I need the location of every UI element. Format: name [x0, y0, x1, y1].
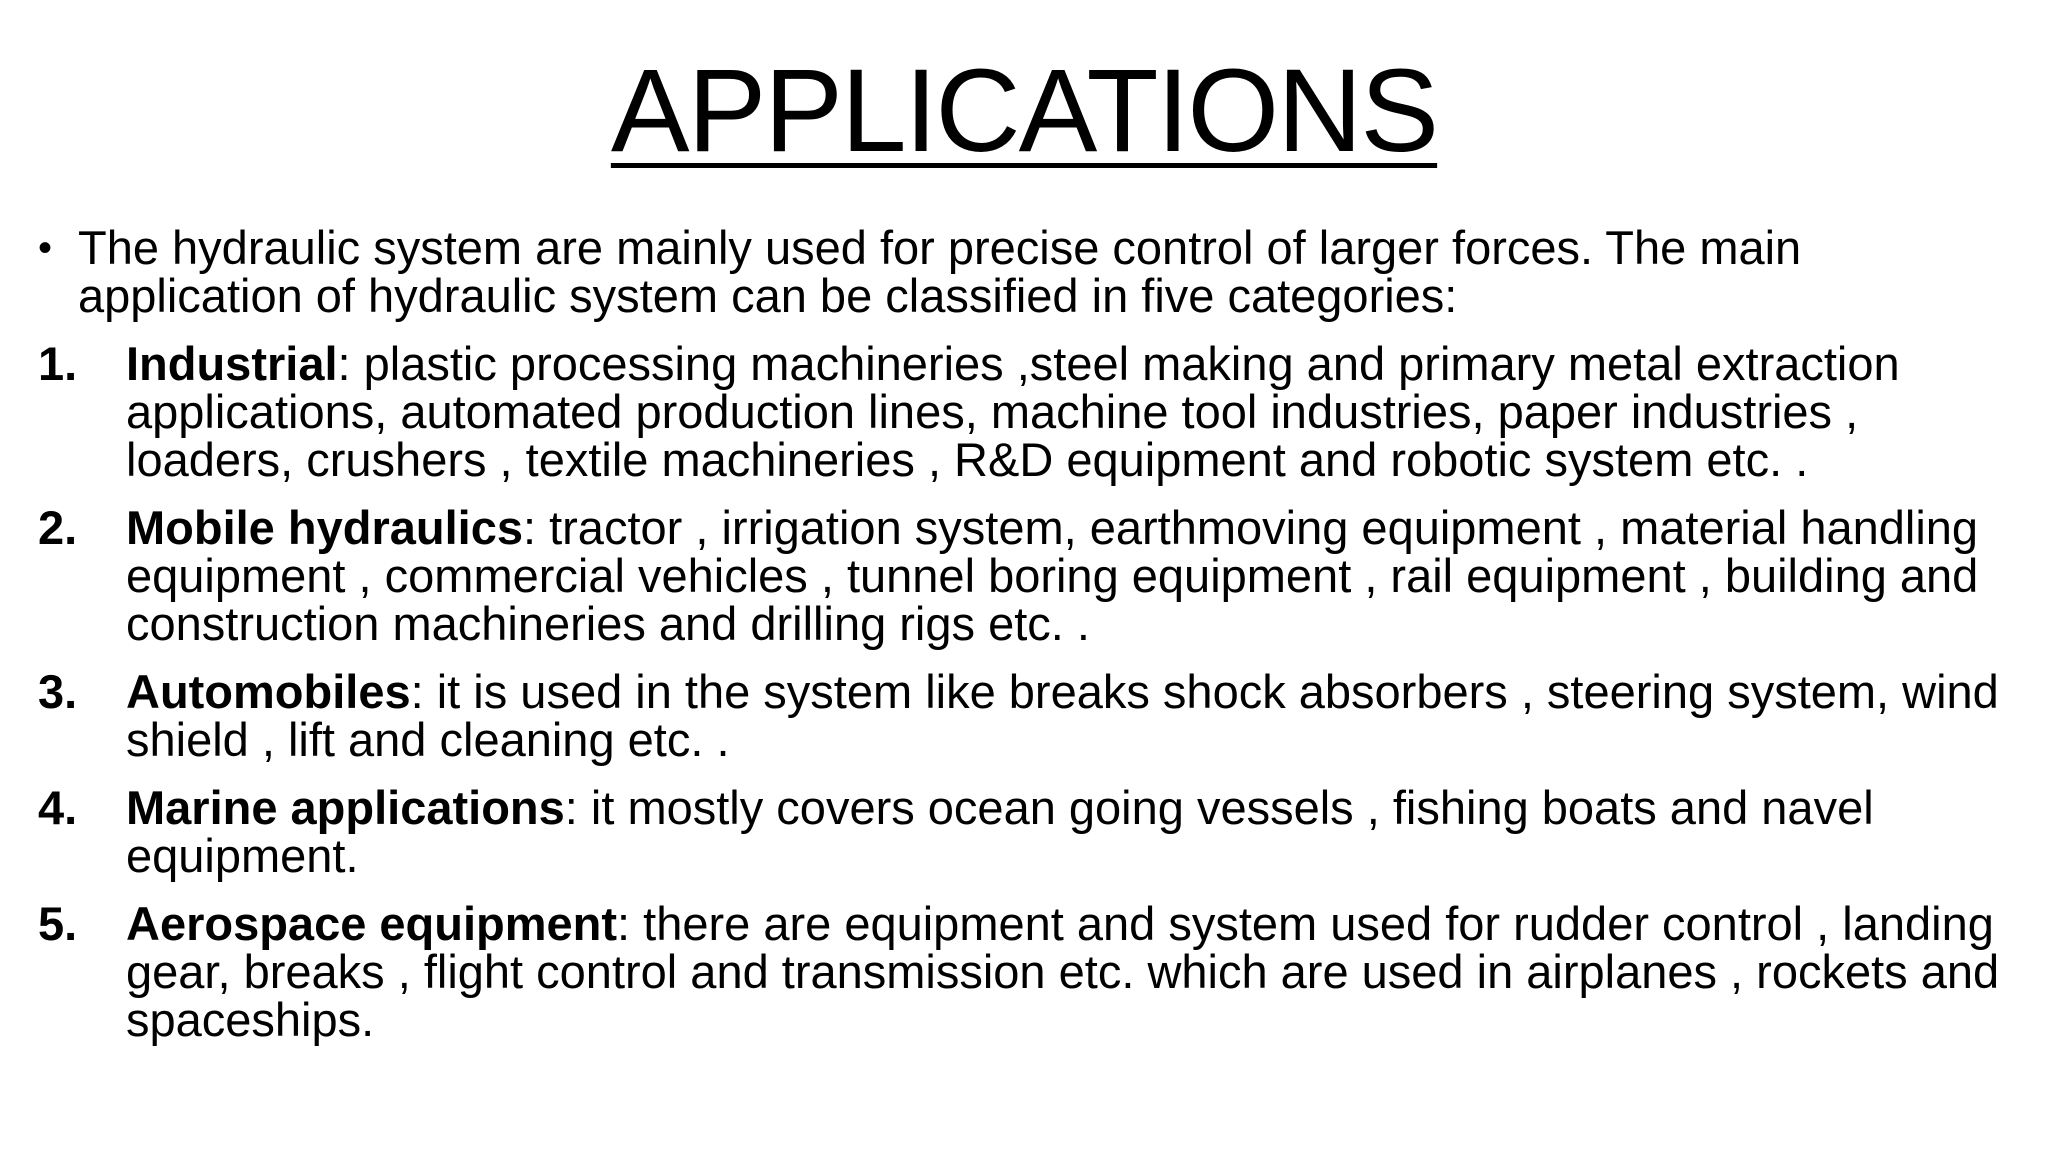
bullet-icon: •	[38, 226, 53, 270]
list-item-number: 5.	[38, 897, 78, 950]
intro-text: The hydraulic system are mainly used for precise control of larger forces. The main application of hydraulic system can be classified in five categories:	[78, 221, 1802, 322]
list-item	[38, 665, 2018, 766]
list-item	[38, 337, 2018, 486]
list-item-text: : tractor , irrigation system, earthmoving equipment , material handling equipment , commercial vehicles , tunnel boring equipment , rail equipment , building and construction machineries and drilling rigs etc. .	[126, 501, 1979, 650]
intro-paragraph	[38, 221, 2018, 322]
list-item-number: 4.	[38, 781, 78, 834]
list-item-heading: Industrial	[126, 337, 338, 390]
list-item-heading: Mobile hydraulics	[126, 501, 523, 554]
list-item	[38, 781, 2018, 882]
list-item-text: : it is used in the system like breaks shock absorbers , steering system, wind shield , lift and cleaning etc. .	[126, 665, 1999, 766]
list-item-text: : there are equipment and system used for rudder control , landing gear, breaks , flight control and transmission etc. which are used in airplanes , rockets and spaceships.	[126, 897, 2000, 1046]
list-item-number: 3.	[38, 665, 78, 718]
list-item	[38, 897, 2018, 1046]
list-item-text: : plastic processing machineries ,steel making and primary metal extraction applications, automated production lines, machine tool industries, paper industries , loaders, crushers , textile machineries , R&D equipment and robotic system etc. .	[126, 337, 1900, 486]
slide-title-text: APPLICATIONS	[610, 45, 1438, 177]
list-item	[38, 501, 2018, 650]
list-item-number: 1.	[38, 337, 78, 390]
slide-content	[38, 221, 2018, 1064]
list-item-number: 2.	[38, 501, 78, 554]
list-item-text: : it mostly covers ocean going vessels , fishing boats and navel equipment.	[126, 781, 1874, 882]
list-item-heading: Automobiles	[126, 665, 411, 718]
list-item-heading: Aerospace equipment	[126, 897, 618, 950]
slide-title	[0, 46, 2048, 176]
list-item-heading: Marine applications	[126, 781, 565, 834]
